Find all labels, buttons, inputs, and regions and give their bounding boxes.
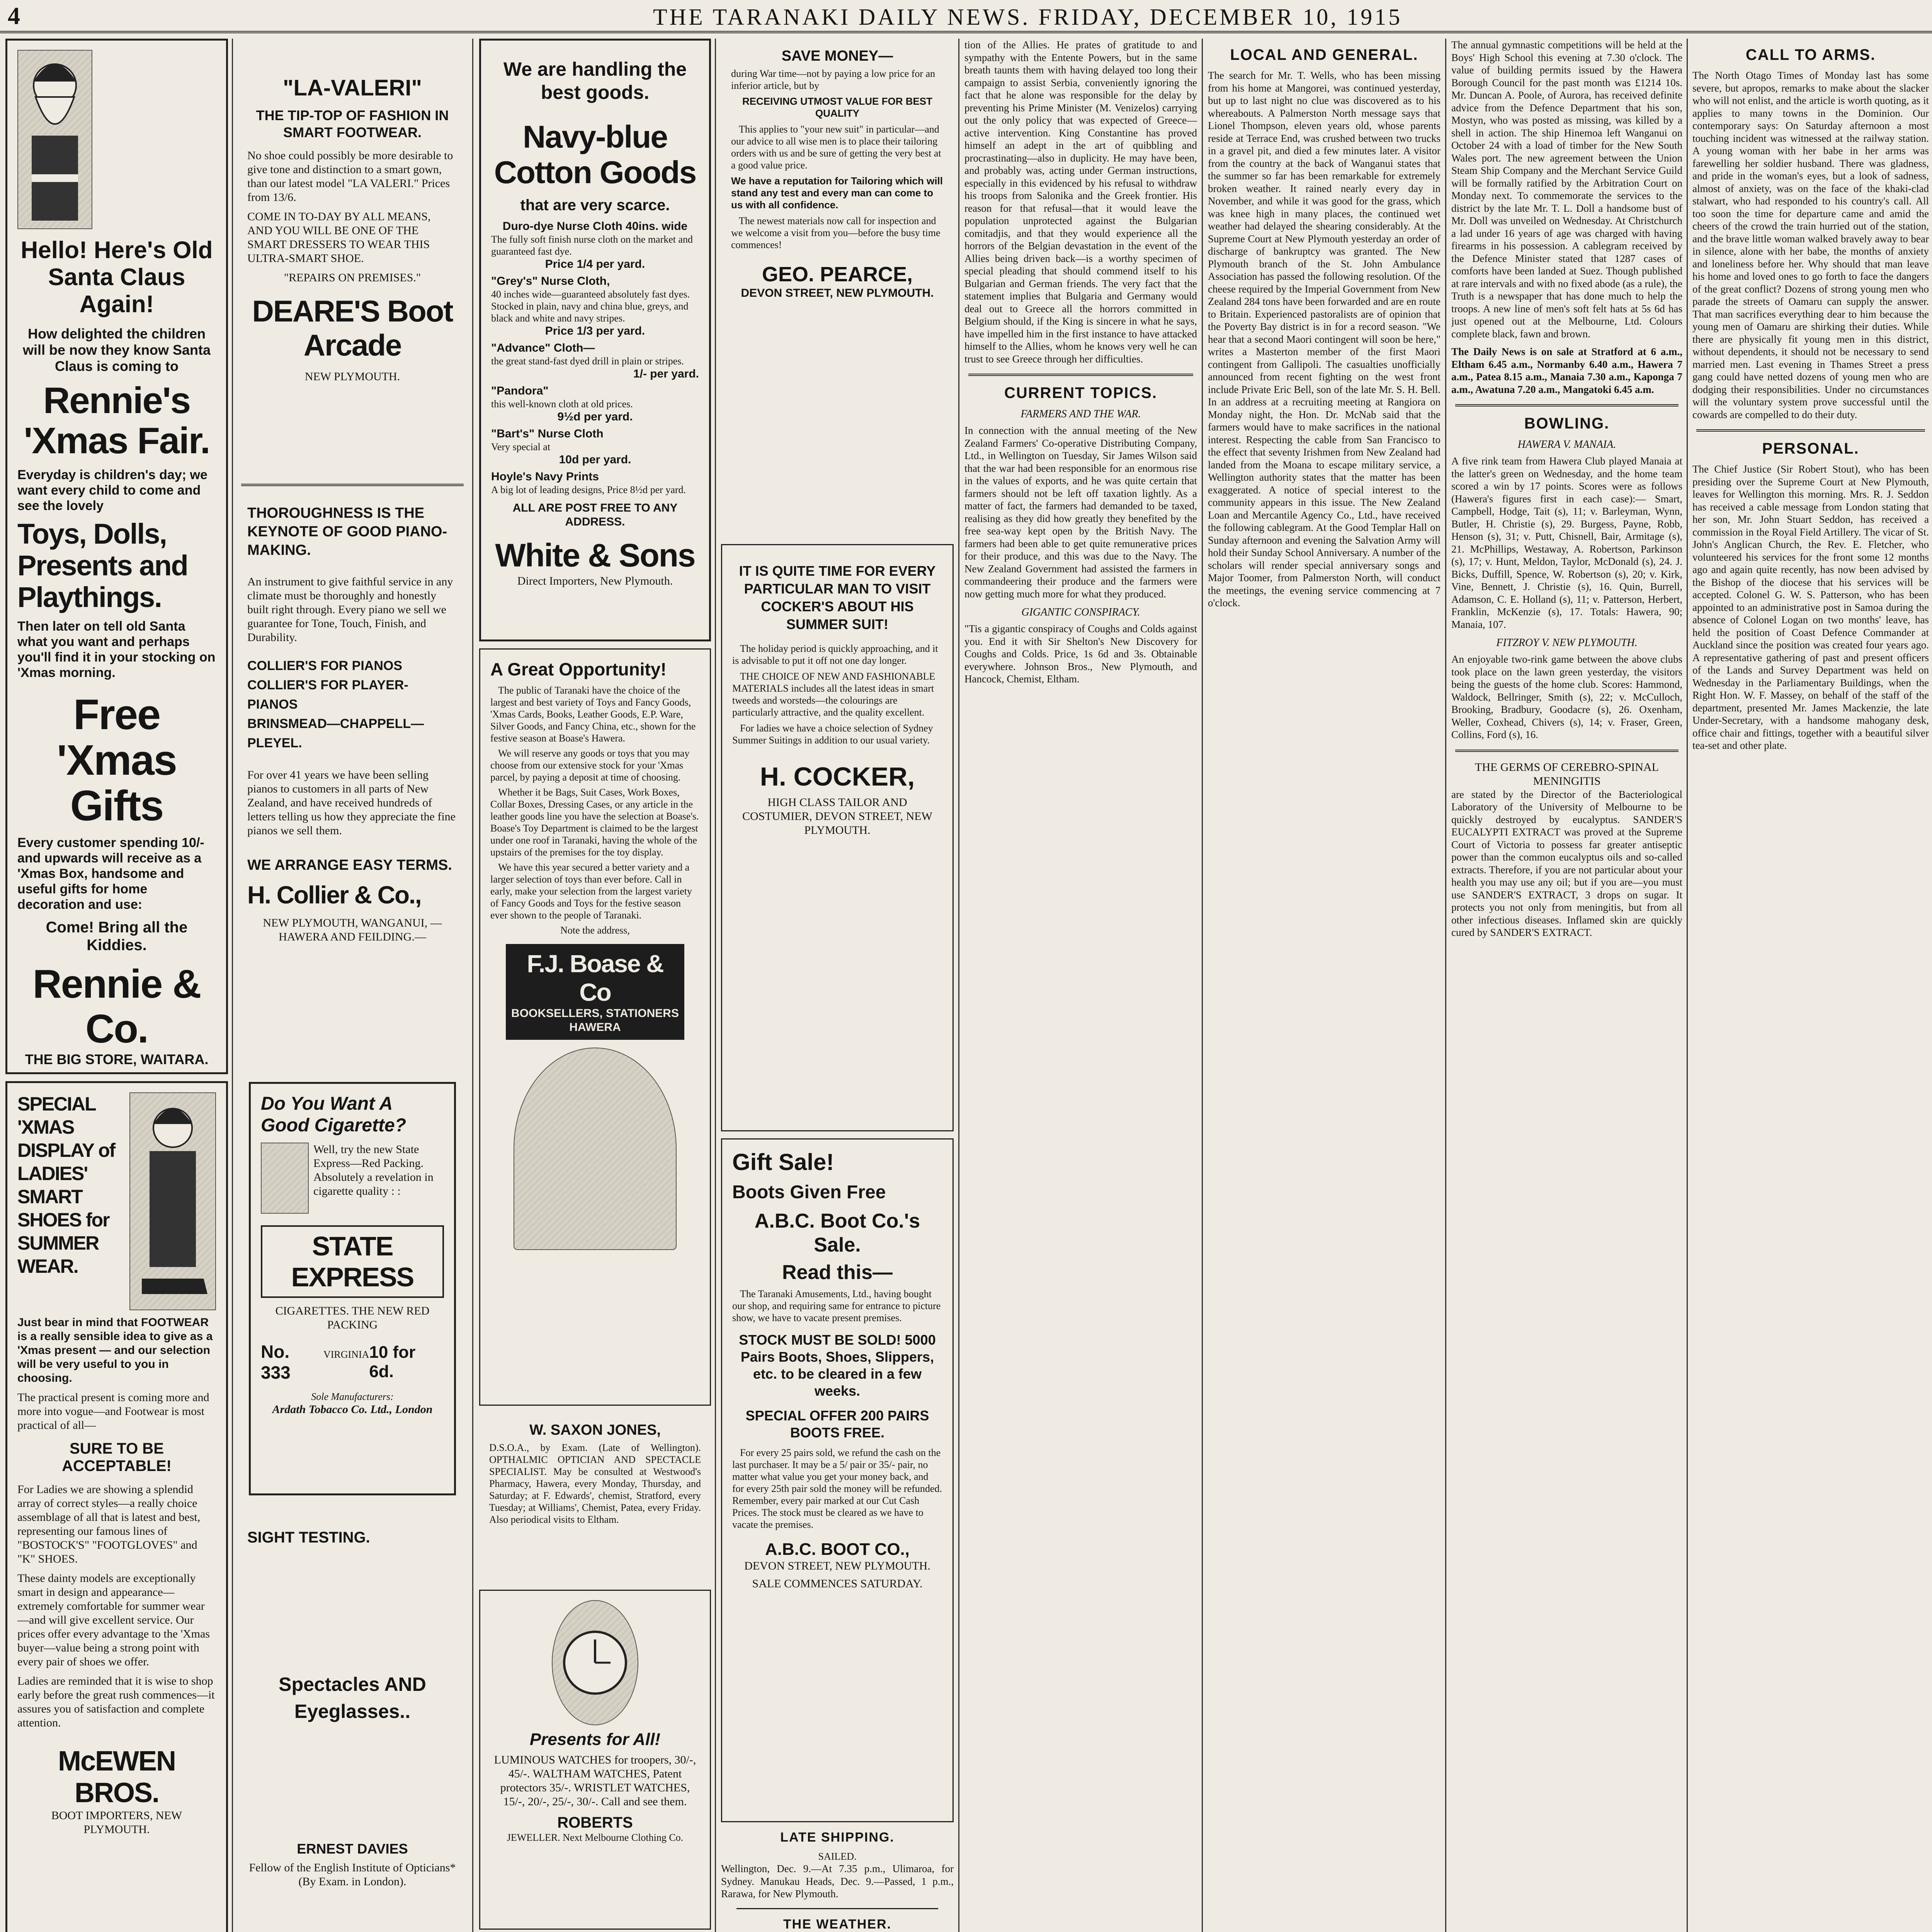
santa-icon	[18, 51, 92, 228]
masthead	[0, 0, 1932, 33]
column-3	[479, 39, 711, 1932]
divider	[1455, 750, 1679, 752]
farmers-war-body: In connection with the annual meeting of the New Zealand Farmers' Co-operative Distributing Company, Ltd., in Wellington on Tuesday, Sir James Wilson said that the war had been responsible for an enormous rise in the values of exports, and he was quite certain that farmers should not be left off taxation lightly. As a matter of fact, the farmers had demanded to be taxed, realising as they did how greatly they benefited by the free sea-way kept open by the British Navy. The farmers had been able to get quite remunerative prices for their produce, and this was due to the Navy. The New Zealand Government had assisted the farmers in commandeering their produce and the farmers were now getting much more for what they produced.	[964, 425, 1197, 600]
ernest-davies-name: ERNEST DAVIES	[297, 1841, 408, 1857]
navy-blue-cotton-goods: Navy-blue Cotton Goods	[494, 119, 696, 190]
h-collier-logo: H. Collier & Co.,	[247, 881, 421, 909]
note-address: Note the address,	[560, 925, 630, 936]
cocker-p2: THE CHOICE OF NEW AND FASHIONABLE MATERIALS includes all the latest ideas in smart tweeds and worsteds—the colourings are particularly attractive, and the quality excellent.	[732, 671, 935, 718]
boase-logo-plate	[506, 944, 684, 1040]
special-offer: SPECIAL OFFER 200 PAIRS BOOTS FREE.	[745, 1408, 929, 1440]
greys-price: Price 1/3 per yard.	[545, 325, 645, 337]
duro-dye-title: Duro-dye Nurse Cloth 40ins. wide	[502, 220, 688, 233]
pearce-p1: during War time—not by paying a low price for an inferior article, but by	[731, 68, 935, 91]
state-express-try: Well, try the new State Express—Red Packing. Absolutely a revelation in cigarette quality : :	[313, 1143, 434, 1197]
la-valeri-sub: THE TIP-TOP OF FASHION IN SMART FOOTWEAR.	[256, 107, 449, 140]
white-sons-logo: White & Sons	[495, 537, 695, 573]
opportunity-p1: The public of Taranaki have the choice of the largest and best variety of Toys and Fancy Goods, 'Xmas Cards, Books, Leather Goods, E.P. Ware, Silver Goods, and Fancy China, etc., shown for the festive season at Boase's Hawera.	[490, 685, 696, 744]
column-rule	[1202, 39, 1203, 1932]
pearce-tailor-ad	[721, 39, 954, 537]
boots-given-free: Boots Given Free	[732, 1182, 886, 1202]
virginia-label: VIRGINIA	[323, 1349, 369, 1360]
shop-early-text: Ladies are reminded that it is wise to shop early before the great rush commences—it assures you of satisfaction and complete attention.	[17, 1675, 215, 1729]
gigantic-conspiracy-heading: GIGANTIC CONSPIRACY.	[1021, 606, 1140, 618]
column-rule	[232, 39, 233, 1932]
cocker-p1: The holiday period is quickly approaching, and it is advisable to put it off not one day longer.	[732, 643, 938, 666]
advance-desc: the great stand-fast dyed drill in plain or stripes.	[491, 355, 684, 367]
advance-price: 1/- per yard.	[633, 367, 699, 380]
saxon-jones-body: D.S.O.A., by Exam. (Late of Wellington). OPTHALMIC OPTICIAN AND SPECTACLE SPECIALIST. May be consulted at Westwood's Pharmacy, Hawera, every Monday, Thursday, and Saturday; at F. Edwards', chemist, Stratford, every Tuesday; at Williams', Chemist, Patea, every Friday. Also periodical visits to Eltham.	[489, 1442, 701, 1525]
page-number: 4	[8, 2, 20, 29]
abc-p4: For every 25 pairs sold, we refund the cash on the last purchaser. It may be a 5/ pair or 35/- pair, no matter what value you get your money back, and for every 25th pair sold the money will be refunded. Remember, every pair marked at our Cut Cash Prices. The stock must be cleared as we have to vacate the premises.	[732, 1447, 942, 1530]
good-cigarette-question: Do You Want A Good Cigarette?	[261, 1094, 406, 1136]
read-this: Read this—	[782, 1261, 893, 1284]
footwear-present-text: Just bear in mind that FOOTWEAR is a really sensible idea to give as a 'Xmas present — and our selection will be very useful to you in choosing.	[17, 1316, 213, 1384]
santa-claus-illustration	[17, 50, 92, 229]
opportunity-p4: We have this year secured a better variety and a larger selection of toys than ever before. Call in early, make your selection from the largest variety of Fancy Goods and Toys for the festive season ever shown to the people of Taranaki.	[490, 862, 692, 921]
column-rule	[715, 39, 716, 1932]
piano-title: THOROUGHNESS IS THE KEYNOTE OF GOOD PIANO-MAKING.	[247, 505, 447, 558]
deares-address: NEW PLYMOUTH.	[304, 370, 400, 383]
practical-present-text: The practical present is coming more and more into vogue—and Footwear is most practical of all—	[17, 1391, 209, 1432]
saxon-jones-ad	[479, 1413, 711, 1583]
santa-headline: Hello! Here's Old Santa Claus Again!	[20, 237, 213, 318]
everyday-text: Everyday is children's day; we want every child to come and see the lovely	[17, 468, 207, 513]
gigantic-conspiracy-body: "Tis a gigantic conspiracy of Coughs and Colds against you. End it with Sir Shelton's New Discovery for Coughs and Colds. Price, 1s 6d and 3s. Obtainable everywhere. Johnson Bros., New Plymouth, and Hancock, Chemist, Eltham.	[964, 623, 1197, 685]
column-1	[5, 39, 228, 1932]
post-free: ALL ARE POST FREE TO ANY ADDRESS.	[512, 502, 678, 528]
cigarette-packet-illustration	[261, 1143, 309, 1214]
column-6	[1208, 39, 1440, 1932]
roberts-name: ROBERTS	[557, 1814, 633, 1831]
roberts-jeweller-ad	[479, 1590, 711, 1930]
sole-manufacturers-label: Sole Manufacturers:	[311, 1391, 394, 1402]
fitzroy-body: An enjoyable two-rink game between the above clubs took place on the lawn green yesterday, the visitors being the guests of the home club. Scores: Hammond, Waldock, Bellringer, Smith (s), 22; v. McCulloch, Brooking, Bradbury, Goodacre (s), 26. Oxenham, Weller, Coxhead, Chivers (s), 14; v. Fraser, Green, Collins, Ford (s), 16.	[1451, 653, 1682, 740]
abc-sale-heading: A.B.C. Boot Co.'s Sale.	[754, 1210, 920, 1256]
la-valeri-come: COME IN TO-DAY BY ALL MEANS, AND YOU WILL BE ONE OF THE SMART DRESSERS TO WEAR THIS ULTRA-SMART SHOE.	[247, 210, 431, 265]
abc-p1: The Taranaki Amusements, Ltd., having bought our shop, and requiring same for entrance to picture show, we have to vacate present premises.	[732, 1288, 941, 1323]
white-sons-sub: Direct Importers, New Plymouth.	[517, 575, 673, 587]
pearce-p4: We have a reputation for Tailoring which will stand any test and every man can come to us with all confidence.	[731, 175, 943, 211]
free-xmas-gifts: Free 'Xmas Gifts	[57, 691, 177, 830]
ardath-tobacco: Ardath Tobacco Co. Ltd., London	[272, 1403, 433, 1416]
greys-title: "Grey's" Nurse Cloth,	[491, 275, 610, 287]
wristwatch-illustration	[552, 1600, 638, 1725]
la-valeri-body: No shoe could possibly be more desirable to give tone and distinction to a smart gown, than our latest model "LA VALERI." Prices from 13/6.	[247, 149, 453, 204]
divider	[241, 484, 464, 486]
column-4	[721, 39, 954, 1932]
boase-sub: BOOKSELLERS, STATIONERS HAWERA	[511, 1007, 679, 1034]
daily-news-sale-times: The Daily News is on sale at Stratford at 6 a.m., Eltham 6.45 a.m., Normanby 6.40 a.m., Hawera 7 a.m., Patea 8.15 a.m., Manaia 7.30 a.m., Kaponga 7 a.m., Awatuna 7.20 a.m., Mangatoki 6.45 a.m.	[1451, 346, 1682, 395]
no-333: No. 333	[261, 1342, 291, 1383]
helmet-illustration	[514, 1048, 677, 1250]
barts-title: "Bart's" Nurse Cloth	[491, 427, 604, 440]
rennies-xmas-fair: Rennie's 'Xmas Fair.	[24, 380, 210, 461]
boot-importers: BOOT IMPORTERS, NEW PLYMOUTH.	[51, 1809, 182, 1836]
watches-list: LUMINOUS WATCHES for troopers, 30/-, 45/-. WALTHAM WATCHES, Patent protectors 35/-. WRISTLET WATCHES, 15/-, 20/-, 25/-, 30/-. Call and see them.	[494, 1753, 696, 1808]
sailed-label: SAILED.	[818, 1851, 857, 1862]
save-money-title: SAVE MONEY—	[781, 48, 893, 64]
big-store-waitara: THE BIG STORE, WAITARA.	[25, 1051, 209, 1067]
divider	[736, 1908, 938, 1909]
bowling-body: A five rink team from Hawera Club played Manaia at the latter's green on Wednesday, and the home team scored a win by 17 points. Scores were as follows (Hawera's figures first in each case):— Smart, Campbell, Hodge, Tait (s), 11; v. Barleyman, Wynn, Butler, H. Christie (s), 29. Burgess, Payne, Robb, Henson (s), 31; v. Putt, Chisnell, Bair, Armitage (s), 21. McPhillips, Westaway, A. Robertson, Parkinson (s), 17; v. Hunt, Meldon, Taylor, McDonald (s), 24. J. Bicks, Duffill, Spence, W. Robertson (s), 20; v. Kirk, Vine, Bennett, J. Christie (s), 16. Quin, Burrell, Adamson, C. E. Holland (s), 11; v. Patterson, Herbert, Franklin, McKenzie (s), 17. Totals: Hawera, 90; Manaia, 107.	[1451, 455, 1682, 630]
rennie-santa-ad	[5, 39, 228, 1074]
pearce-p3: This applies to "your new suit" in particular—and our advice to all wise men is to place their tailoring orders with us and be sure of getting the very best at a good value price.	[731, 124, 941, 171]
collier-address: NEW PLYMOUTH, WANGANUI, —HAWERA AND FEILDING.—	[263, 917, 442, 943]
bring-kiddies: Come! Bring all the Kiddies.	[46, 919, 188, 954]
column-5	[964, 39, 1197, 1932]
toys-dolls-presents: Toys, Dolls, Presents and Playthings.	[17, 518, 188, 613]
pearce-p5: The newest materials now call for inspection and we welcome a visit from you—before the busy time commences!	[731, 215, 940, 250]
farmers-war-heading: FARMERS AND THE WAR.	[1020, 408, 1141, 420]
hoyles-desc: A big lot of leading designs, Price 8½d per yard.	[491, 484, 686, 495]
collier-piano-ad	[237, 495, 468, 1074]
column-2	[237, 39, 468, 1932]
editorial-continued: tion of the Allies. He prates of gratitude to and sympathy with the Entente Powers, but in the same breath taunts them with having delayed too long their campaign to assist Serbia, conveniently ignoring the fact that he alone was responsible for the delay by preventing his Prime Minister (M. Venizelos) carrying out the only policy that was expected of Greece—active intervention. King Constantine has proved himself an adept in the art of quibbling and procrastinating—also in duplicity. He may have been, and probably was, acting under German instructions, especially in this evidenced by his refusal to withdraw his troops from Salonika and the Greek frontier. His reason for that refusal—that it would leave the population unprotected against the Bulgarian comitadjis, and that they would experience all the horrors of the Belgian devastation in the event of the Allies being driven back—is a worthy specimen of special pleading that should commend itself to his Bulgarian and German friends. The very fact that the statement implies that Bulgaria and Germany would deal out to Greece all the horrors committed in Belgium should, if the King is sincere in what he says, have impelled him in the first instance to have attacked himself to the Allies, whom he knows very well he can trust to see Greece through her difficulties.	[964, 39, 1197, 365]
sure-acceptable: SURE TO BE ACCEPTABLE!	[62, 1440, 172, 1475]
easy-terms: WE ARRANGE EASY TERMS.	[247, 857, 452, 873]
very-scarce: that are very scarce.	[520, 197, 670, 214]
divider	[1696, 429, 1925, 432]
column-rule	[1687, 39, 1688, 1932]
opportunity-title: A Great Opportunity!	[490, 659, 667, 679]
sight-testing-title: SIGHT TESTING.	[247, 1529, 370, 1546]
h-cocker-name: H. COCKER,	[760, 762, 915, 791]
divider	[1455, 404, 1679, 406]
local-general-continued: The annual gymnastic competitions will be held at the Boys' High School this evening at 7.30 o'clock. The value of building permits issued by the Hawera Borough Council for the past month was £1214 10s. Mr. Duncan A. Poole, of Aurora, has received definite advice from the Defence Department that his son, Mostyn, who was posted as missing, was killed by a shell in action. The ship Hinemoa left Wanganui on October 24 with a load of timber for the New South Wales port. The new agreement between the Union Steam Ship Company and the Merchant Service Guild will be formally ratified by the Arbitration Court on Monday next. To commemorate the services to the district by the late Mr. T. L. Doll a handsome bust of Mr. Doll was unveiled on Wednesday. At Christchurch a lad under 16 years of age was charged with having firearms in his possession. A cablegram received by the Defence Minister stated that 1287 cases of comforts have been landed at Suez. Though published at rare intervals and with no fixed abode (as a rule), the Truth is a newspaper that has done much to help the troops. A new line of men's soft felt hats at 5s 6d has just opened out at the Melbourne, Ltd. Colours complete black, fawn and brown.	[1451, 39, 1682, 340]
abc-boot-co-name: A.B.C. BOOT CO.,	[765, 1540, 910, 1559]
piano-body: An instrument to give faithful service in any climate must be thoroughly and honestly built right through. Every piano we sell we guarantee for Tone, Touch, Finish, and Durability.	[247, 575, 453, 644]
column-rule	[1445, 39, 1446, 1932]
hoyles-title: Hoyle's Navy Prints	[491, 470, 599, 483]
la-valeri-title: "LA-VALERI"	[282, 75, 422, 100]
colliers-pianos: COLLIER'S FOR PIANOS	[247, 658, 402, 673]
geo-pearce-name: GEO. PEARCE,	[762, 263, 913, 286]
piano-brands: BRINSMEAD—CHAPPELL—PLEYEL.	[247, 716, 424, 750]
greys-desc: 40 inches wide—guaranteed absolutely fast dyes. Stocked in plain, navy and china blue, greys, and black and white and navy stripes.	[491, 289, 690, 324]
germs-heading: THE GERMS OF CEREBRO-SPINAL MENINGITIS	[1475, 760, 1659, 787]
santa-with-shoe-illustration	[129, 1092, 216, 1310]
divider	[968, 374, 1193, 376]
newspaper-title: THE TARANAKI DAILY NEWS. FRIDAY, DECEMBER 10, 1915	[653, 4, 1403, 30]
opportunity-p3: Whether it be Bags, Suit Cases, Work Boxes, Collar Boxes, Dressing Cases, or any article in the leather goods line you have the selection at Boase's. Boase's Toy Department is claimed to be the largest under one roof in Taranaki, having the whole of the upstairs of the premises for the toy display.	[490, 787, 699, 858]
column-rule	[472, 39, 473, 1932]
roberts-sub: JEWELLER. Next Melbourne Clothing Co.	[507, 1832, 684, 1843]
weather-heading: THE WEATHER.	[783, 1917, 892, 1932]
stocking-text: Then later on tell old Santa what you want and perhaps you'll find it in your stocking on 'Xmas morning.	[17, 619, 216, 680]
shipping-body: Wellington, Dec. 9.—At 7.35 p.m., Ulimaroa, for Sydney. Manukau Heads, Dec. 9.—Passed, 1 p.m., Rarawa, for New Plymouth.	[721, 1863, 954, 1900]
handling-best-goods: We are handling the best goods.	[503, 58, 687, 103]
deares-valeri-ad	[237, 39, 468, 475]
call-to-arms-body: The North Otago Times of Monday last has some severe, but apropos, remarks to make about the slacker who will not enlist, and the article is worth quoting, as it applies to many towns in the Dominion. Our contemporary says: On Saturday afternoon a most touching incident was witnessed at the railway station. A young woman with her babe in her arms was farewelling her soldier husband. There was gladness, and pride in the woman's eyes, but a look of sadness, almost of anxiety, was on the face of the khaki-clad stalwart, who had responded to his country's call. All too soon the time for departure came and amid the cheers of the crowd the train hurried out of the station, and the brave little woman walked bravely away to bear in silence, alone with her babe, the months of anxiety and loneliness before her. Why should that man leave his home and loved ones to go forth to face the dangers of the great conflict? Dozens of strong young men who parade the streets of Oamaru can supply the answer. That man sacrifices everything dear to him because the young men of Oamaru are shirking their duties. While there are physically fit young men in this district, without dependents, it should not be necessary to send married men. Last evening in Thames Street a press gang could have netted dozens of young men who are dodging their responsibilities. Under no circumstances will the voluntary system prove successful until the cowards are compelled to do their duty.	[1692, 70, 1929, 420]
price-10-for-6d: 10 for 6d.	[369, 1343, 416, 1381]
abc-boot-ad	[721, 1138, 954, 1822]
pandora-desc: this well-known cloth at old prices.	[491, 398, 633, 410]
cocker-tailor-ad	[721, 544, 954, 1131]
bowling-heading: BOWLING.	[1524, 415, 1610, 432]
gift-offer-text: Every customer spending 10/- and upwards will receive as a 'Xmas Box, handsome and useful gifts for home decoration and use:	[17, 835, 204, 912]
cocker-address: HIGH CLASS TAILOR AND COSTUMIER, DEVON STREET, NEW PLYMOUTH.	[742, 796, 932, 837]
ladies-styles-text: For Ladies we are showing a splendid array of correct styles—a really choice assemblage of all that is latest and best, representing our famous lines of "BOSTOCK'S" "FOOTGLOVES" and "K" SHOES.	[17, 1483, 201, 1565]
hawera-manaia-heading: HAWERA V. MANAIA.	[1517, 439, 1616, 451]
barts-price: 10d per yard.	[559, 453, 631, 466]
pearce-address: DEVON STREET, NEW PLYMOUTH.	[741, 287, 934, 299]
special-xmas-display-headline: SPECIAL 'XMAS DISPLAY of LADIES' SMART SHOES for SUMMER WEAR.	[17, 1093, 115, 1277]
mcewen-shoes-ad	[5, 1081, 228, 1932]
deares-boot-arcade-logo: DEARE'S Boot Arcade	[252, 294, 453, 362]
local-general-heading: LOCAL AND GENERAL.	[1230, 46, 1418, 63]
pandora-title: "Pandora"	[491, 384, 549, 397]
ernest-davies-sight-ad	[237, 1503, 468, 1932]
call-to-arms-heading: CALL TO ARMS.	[1745, 46, 1876, 63]
pearce-p2: RECEIVING UTMOST VALUE FOR BEST QUALITY	[742, 95, 933, 119]
fitzroy-heading: FITZROY V. NEW PLYMOUTH.	[1496, 637, 1638, 649]
late-shipping-heading: LATE SHIPPING.	[780, 1830, 895, 1845]
rennie-co-logo: Rennie & Co.	[32, 962, 201, 1051]
barts-desc: Very special at	[491, 441, 551, 452]
sale-commences: SALE COMMENCES SATURDAY.	[752, 1577, 923, 1590]
ernest-davies-credentials: Fellow of the English Institute of Opticians* (By Exam. in London).	[249, 1861, 456, 1888]
cocker-title: IT IS QUITE TIME FOR EVERY PARTICULAR MAN TO VISIT COCKER'S ABOUT HIS SUMMER SUIT!	[739, 563, 936, 632]
advance-title: "Advance" Cloth—	[491, 342, 595, 354]
boase-opportunity-ad	[479, 648, 711, 1406]
cocker-p3: For ladies we have a choice selection of Sydney Summer Suitings in addition to our usual variety.	[732, 723, 933, 746]
pandora-price: 9½d per yard.	[557, 410, 633, 423]
white-sons-ad	[479, 39, 711, 641]
dainty-models-text: These dainty models are exceptionally smart in design and appearance—extremely comfortable for summer wear—and will give excellent service. Our prices offer every advantage to the 'Xmas buyer—value being a strong point with every pair of shoes we offer.	[17, 1572, 210, 1668]
repairs-text: "REPAIRS ON PREMISES."	[284, 271, 421, 284]
mcewen-bros-logo: McEWEN BROS.	[58, 1746, 176, 1808]
duro-dye-desc: The fully soft finish nurse cloth on the market and guaranteed fast dye.	[491, 234, 693, 257]
gift-sale-title: Gift Sale!	[732, 1149, 834, 1175]
state-express-logo: STATE EXPRESS	[261, 1225, 444, 1298]
column-7	[1451, 39, 1682, 1932]
presents-for-all: Presents for All!	[529, 1730, 661, 1749]
piano-body-2: For over 41 years we have been selling pianos to customers in all parts of New Zealand, and have received hundreds of letters telling us how they appreciate the fine pianos we sell them.	[247, 769, 456, 837]
stock-must-be-sold: STOCK MUST BE SOLD! 5000 Pairs Boots, Shoes, Slippers, etc. to be cleared in a few weeks.	[739, 1332, 936, 1399]
santa-figure-icon	[130, 1093, 215, 1310]
local-general-body: The search for Mr. T. Wells, who has been missing from his home at Mangorei, was continued yesterday, but up to last night no clue was discovered as to his whereabouts. A Palmerston North message says that Lionel Thompson, eleven years old, whose parents reside at Terrace End, was crushed between two trucks in a gravel pit, and died a few minutes later. A visitor from the country at the back of Wanganui states that the summer so far has been remarkable for extremely broken weather. It rained nearly every day in November, and while it was good for the grass, which was knee high in many places, the continued wet weather had delayed the shearing considerably. At the Supreme Court at New Plymouth yesterday an order of discharge of bankruptcy was granted. The New Plymouth branch of the St. John Ambulance Association has passed the following resolution. Of the cheese required by the Imperial Government from New Zealand 284 tons have been forwarded and are en route to Britain. Experienced pastoralists are of opinion that the Poverty Bay district is in for a record season. "We hear that a second Maori contingent will soon be here," writes a Masterton member of the first Maori contingent from Gallipoli. The casualties unofficially announced from recent fighting on the west front include Private Eric Bell, son of the late Mr. S. H. Bell. In an address at a recruiting meeting at Rangiora on Monday night, the Hon. Dr. McNab said that the farmers would have to make sacrifices in the national interest. Respecting the cable from San Francisco to the effect that seventy Irishmen from New Zealand had landed from the Moana to escape military service, a Wellington authority states that the matter has been exaggerated. A notice of special interest to the community appears in this issue. The New Zealand Loan and Mercantile Agency Co., Ltd., have received the following cablegram. At the Good Templar Hall on Sunday afternoon and evening the Salvation Army will hold their Sunday School Anniversary. A number of the scholars will render special anniversary songs and Major Toomer, from Palmerston North, will conduct the meetings, the evening service commencing at 7 o'clock.	[1208, 70, 1440, 609]
column-8	[1692, 39, 1929, 1932]
germs-body: are stated by the Director of the Bacteriological Laboratory of the University of Melbourne to be quickly destroyed by eucalyptus. SANDER'S EUCALYPTI EXTRACT was proved at the Supreme Court of Victoria to possess far greater antiseptic power than the common eucalyptus oils and so-called extracts. Therefore, if you are not particular about your health you may use any oil; but if you are—you must use SANDER'S EXTRACT, 3 drops on sugar. It protects you not only from meningitis, but from all other infectious diseases. Inflamed skin are quickly cured by SANDER'S EXTRACT.	[1451, 788, 1682, 938]
current-topics-heading: CURRENT TOPICS.	[1004, 384, 1157, 401]
personal-heading: PERSONAL.	[1762, 440, 1859, 457]
boase-logo: F.J. Boase & Co	[527, 950, 663, 1006]
state-express-ad	[249, 1082, 456, 1495]
duro-dye-price: Price 1/4 per yard.	[545, 258, 645, 270]
spectacles-eyeglasses: Spectacles AND Eyeglasses..	[279, 1673, 426, 1722]
opportunity-p2: We will reserve any goods or toys that you may choose from our extensive stock for your 'Xmas parcel, by paying a deposit at time of choosing.	[490, 748, 690, 783]
personal-body: The Chief Justice (Sir Robert Stout), who has been presiding over the Supreme Court at New Plymouth, leaves for Wellington this morning. Mrs. R. J. Seddon has received a cable message from London stating that her son, Mr. John Stuart Seddon, has received a commission in the Royal Field Artillery. The vicar of St. John's Anglican Church, the Rev. E. Fletcher, who volunteered his services for the front some 12 months ago and again quite recently, has now been advised by the Bishop of the diocese that his services will be accepted. Colonel G. W. S. Patterson, who has been appointed to an administrative post in Samoa during the absence of Colonel Logan on two months' leave, has held the position of Coast Defence Commander at Auckland since the position was created four years ago. A representative gathering of past and present officers of the Lands and Survey Department was held on Wednesday in the Parliamentary Buildings, when the Right Hon. W. F. Massey, on behalf of the staff of the department, presented Mr. James Mackenzie, the late Under-Secretary, with a handsome mahogany desk, office chair and fittings, together with a beautiful silver tea-set and other plate.	[1692, 463, 1929, 751]
column-rule	[958, 39, 959, 1932]
santa-intro: How delighted the children will be now they know Santa Claus is coming to	[22, 326, 211, 374]
watch-icon	[553, 1601, 638, 1725]
colliers-player-pianos: COLLIER'S FOR PLAYER-PIANOS	[247, 678, 408, 712]
saxon-jones-name: W. SAXON JONES,	[529, 1422, 661, 1438]
cigarettes-red-packing: CIGARETTES. THE NEW RED PACKING	[275, 1304, 430, 1331]
abc-address: DEVON STREET, NEW PLYMOUTH.	[744, 1560, 930, 1572]
